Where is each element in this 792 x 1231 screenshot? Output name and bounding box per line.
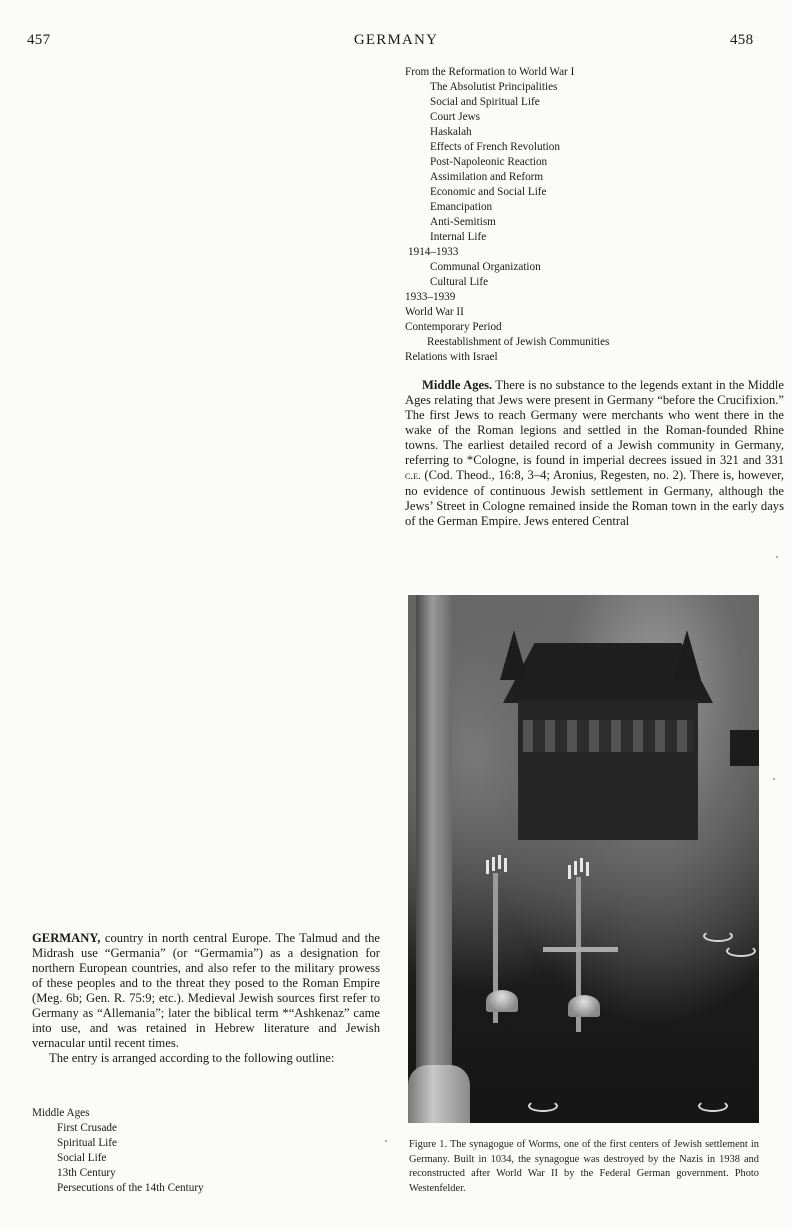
photo-dish [703,930,733,942]
middle-ages-section [405,378,784,529]
synagogue-photo [408,595,759,1123]
section-text: There is no substance to the legends extant in the Middle Ages relating that Jews were present in Germany “before the Crucifixion.” The first Jews to reach Germany were merchants who went there in the wake of the Roman legions and settled in the Roman-founded Rhine towns. The earliest detailed record of a Jewish community in Germany, referring to *Cologne, is found in imperial decrees issued in 321 and 331 [405,378,784,467]
outline-item: Social and Spiritual Life [430,96,540,108]
outline-continued [405,65,705,365]
photo-pillar-base [408,1065,470,1123]
photo-candle [568,865,571,879]
photo-candle [486,860,489,874]
outline-item: Internal Life [430,231,487,243]
outline-item: Post-Napoleonic Reaction [430,156,548,168]
photo-candle [580,858,583,872]
right-page-number: 458 [730,32,754,48]
outline-item: Social Life [57,1152,107,1164]
outline-item: Relations with Israel [405,351,498,363]
outline-item: From the Reformation to World War I [405,66,575,78]
outline-item: Middle Ages [32,1107,90,1119]
outline-item: Assimilation and Reform [430,171,544,183]
outline-item: Emancipation [430,201,493,213]
photo-lamp [486,990,518,1012]
outline-item: Court Jews [430,111,481,123]
outline-item: Reestablishment of Jewish Communities [427,336,610,348]
running-title: GERMANY [353,32,439,48]
photo-candle [586,862,589,876]
outline-item: Contemporary Period [405,321,502,333]
outline-item: Cultural Life [430,276,489,288]
outline-item: Anti-Semitism [430,216,496,228]
photo-lamp [568,995,600,1017]
photo-candle [498,855,501,869]
outline-intro: The entry is arranged according to the following outline: [49,1051,335,1065]
outline-item: World War II [405,306,464,318]
left-page-number: 457 [27,32,51,48]
photo-candle [492,857,495,871]
outline-item: 1914–1933 [408,246,459,258]
scan-speck [776,556,778,558]
photo-candle [574,861,577,875]
era-abbreviation: c.e. [405,470,421,482]
outline-item: Spiritual Life [57,1137,117,1149]
entry-introduction [32,931,380,1066]
photo-window [730,730,759,766]
outline-item: Communal Organization [430,261,541,273]
photo-finial [500,630,528,680]
photo-candelabra-arm [543,947,618,952]
outline-item: 13th Century [57,1167,116,1179]
outline-item: The Absolutist Principalities [430,81,558,93]
section-heading: Middle Ages. [422,378,493,392]
figure-caption: Figure 1. The synagogue of Worms, one of the first centers of Jewish settlement in Germany. Built in 1034, the synagogue was destroyed by the Nazis in 1938 and reconstructed after World War II by the Federal German government. Photo Westenfelder. [409,1139,759,1194]
outline-item: Economic and Social Life [430,186,547,198]
outline-item: Effects of French Revolution [430,141,560,153]
section-text: (Cod. Theod., 16:8, 3–4; Aronius, Regesten, no. 2). There is, however, no evidence of continuous Jewish settlement in Germany, although the Jews’ Street in Cologne remained inside the Roman town in the early days of the German Empire. Jews entered Central [405,468,784,528]
photo-pillar [416,595,452,1123]
photo-dish [698,1100,728,1112]
photo-dish [528,1100,558,1112]
outline-item: First Crusade [57,1122,117,1134]
photo-dish [726,945,756,957]
intro-paragraph: country in north central Europe. The Talmud and the Midrash use “Germania” (or “Germamia”) as a designation for northern European countries, and also refer to the military prowess of these peoples and to the threat they posed to the Roman Empire (Meg. 6b; Gen. R. 75:9; etc.). Medieval Jewish sources first refer to Germany as “Allemania”; later the biblical term *“Ashkenaz” came into use, and was retained in Hebrew literature and Jewish vernacular until recent times. [32,931,380,1050]
scan-speck [773,778,775,780]
scan-speck [385,1140,387,1142]
photo-candle [504,858,507,872]
entry-headword: GERMANY, [32,931,101,945]
outline-item: Haskalah [430,126,472,138]
outline-item: 1933–1939 [405,291,456,303]
photo-ark-frieze [523,720,693,752]
outline-item: Persecutions of the 14th Century [57,1182,204,1194]
outline-start [32,1106,332,1196]
